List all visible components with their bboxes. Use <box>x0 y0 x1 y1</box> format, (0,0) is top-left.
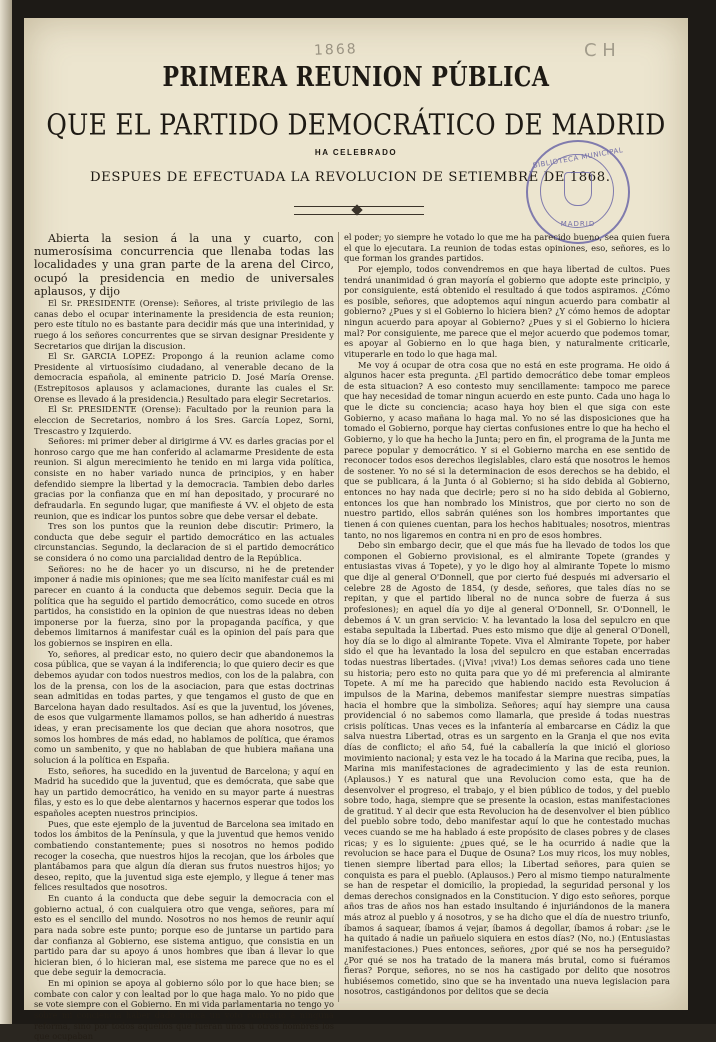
paragraph: Me voy á ocupar de otra cosa que no está en este programa. He oido á algunos hacer esta pregunta. ¿El partido democrático debe tomar empleos de esta situacion? A eso contesto muy sencillamente: tampoco me parece que hay necesidad de tomar ningun acuerdo en este punto. Cada uno haga lo que le dicte su conciencia; acaso haya hoy bien el que siga con este Gobierno, y acaso mañana lo haga mal. Yo no sé las disposiciones que ha tomado el Gobierno, porque hay ciertas confusiones entre lo que ha hecho el Gobierno, y lo que ha hecho la Junta; pero en fin, el programa de la Junta me parece popular y democrático. Y si el Gobierno marcha en ese sentido de reconocer todos esos derechos ilegislables, claro está que nosotros le hemos de sostener. Yo no sé si la determinacion de esos derechos se ha debido, el que se publicara, á la Junta ó al Gobierno; si ha sido debida al Gobierno, entonces no hay nada que decirle; pero si no ha sido debida al Gobierno, entonces los que han nombrado los Ministros, que por cierto no son de nuestro partido, ellos sabrán quiénes son los hombres importantes que tienen á con quienes cuentan, para los hechos habituales; nosotros, mientras tanto, no nos ligaremos en contra ni en pro de esos hombres. <box>344 359 670 540</box>
right-column <box>344 232 670 1012</box>
paragraph: Esto, señores, ha sucedido en la juventud de Barcelona; y aquí en Madrid ha sucedido que la juventud, que es demócrata, que sabe que hay un partido democrático, ha venido en su mayor parte á nuestras filas, y esto es lo que debe alentarnos y hacernos esperar que todos los españoles acepten nuestros principios. <box>34 765 334 819</box>
column-divider <box>338 232 339 1002</box>
library-stamp <box>526 140 630 244</box>
pencil-annotation: 1868 <box>313 41 358 59</box>
paragraph: En cuanto á la conducta que debe seguir la democracia con el gobierno actual, ó con cualquiera otro que venga, señores, para mí esto es el sencillo del mundo. Nosotros no nos hemos de reunir aquí para nada sobre este punto; porque eso de juntarse un partido para dar confianza al Gobierno, ese sistema antiguo, que consistia en un partido para dar su apoyo á unos hombres que iban á llevar lo que hicieran bien, ó lo hicieran mal, ese sistema me parece que no es el que debe seguir la democracia. <box>34 893 334 978</box>
dateline: DESPUES DE EFECTUADA LA REVOLUCION DE SETIEMBRE DE 1868. <box>90 170 611 185</box>
paragraph: En mi opinion se apoya al gobierno sólo por lo que hace bien; se combate con calor y con lealtad por lo que haga malo. Yo no pido que se vote siempre con el Gobierno. En mi vida parlamentaria no tengo yo sobre mi conciencia haber dado nunca un voto contrario á ninguna reforma, sino por todos aquellos que fueran unos ú otros hombres los que ocupaban <box>34 978 334 1042</box>
paragraph: Abierta la sesion á la una y cuarto, con numerosísima concurrencia que llenaba todas las localidades y una gran parte de la arena del Circo, ocupó la presidencia en medio de universales aplausos, y dijo <box>34 232 334 298</box>
paragraph: Yo, señores, al predicar esto, no quiero decir que abandonemos la cosa pública, que se vayan á la indiferencia; lo que quiero decir es que debemos ayudar con todos nuestros medios, con los de la palabra, con los de la prensa, con los de la asociacion, para que estas doctrinas sean admitidas en todas partes, y que tengamos el gusto de que en Barcelona hayan dado resultados. Así es que la juventud, los jóvenes, de esos que vulgarmente llamamos pollos, se han adherido á nuestras ideas, y eran precisamente los que decian que ahora nosotros, que somos los hombres de más edad, no hablamos de política, que éramos como un sambenito, y que no hablaban de que hubiera mañana una solucion á la política en España. <box>34 648 334 765</box>
subheadline: QUE EL PARTIDO DEMOCRÁTICO DE MADRID <box>46 107 666 142</box>
paragraph: El Sr. PRESIDENTE (Orense): Señores, al triste privilegio de las canas debo el ocupar interinamente la presidencia de esta reunion; pero este título no es bastante para decidir más que una interinidad, y ruego á los señores concurrentes que se sirvan designar Presidente y Secretarios que dirijan la discusion. <box>34 298 334 351</box>
kicker: HA CELEBRADO <box>314 148 398 157</box>
paragraph: El Sr. GARCIA LOPEZ: Propongo á la reunion aclame como Presidente al virtuosísimo ciudadano, al venerable decano de la democracia española, al eminente patricio D. José María Orense. (Estrepitosos aplausos y aclamaciones, durante las cuales el Sr. Orense es llevado á la presidencia.) Resultado para elegir Secretarios. <box>34 351 334 404</box>
paragraph: Señores: mi primer deber al dirigirme á VV. es darles gracias por el honroso cargo que me han conferido al aclamarme Presidente de esta reunion. Si algun merecimiento he tenido en mi larga vida política, consiste en no haber variado nunca de principios, y en haber defendido siempre la libertad y la democracia. Tambien debo darles gracias por la confianza que en mí han depositado, y procuraré no defraudarla. En segundo lugar, que manifieste á VV. el objeto de esta reunion, que es indicar los puntos sobre que debe versar el debate. <box>34 436 334 521</box>
paragraph: Por ejemplo, todos convendremos en que haya libertad de cultos. Pues tendrá unanimidad ó gran mayoría el gobierno que adopte este principio, y por consiguiente, está obtenido el resultado á que todos aspiramos. ¿Cómo es posible, señores, que adoptemos aquí ningun acuerdo para combatir al gobierno? ¿Pues y si el Gobierno lo hiciera bien? ¿Y cómo hemos de adoptar ningun acuerdo para apoyar al Gobierno? ¿Pues y si el Gobierno lo hiciera mal? Por consiguiente, me parece que el mejor acuerdo que podemos tomar, es apoyar al Gobierno en lo que haga bien, y naturalmente criticarle, vituperarle en todo lo que haga mal. <box>344 263 670 359</box>
adjacent-page-edge <box>0 0 12 1024</box>
paragraph: Señores: no he de hacer yo un discurso, ni he de pretender imponer á nadie mis opiniones; que me sea lícito manifestar cuál es mi parecer en cuanto á la conducta que debemos seguir. Decia que la política que ha seguido el partido democrático, como sucede en otros partidos, ha consistido en la opinion de que nuestras ideas no deben imponerse por la fuerza, sino por la propaganda pacífica, y que debemos limitarnos á manifestar cuál es la opinion del país para que los gobiernos se inspiren en ella. <box>34 563 334 649</box>
paragraph: Tres son los puntos que la reunion debe discutir: Primero, la conducta que debe seguir el partido democrático en las actuales circunstancias. Segundo, la declaracion de si el partido democrático se considera ó no como una parcialidad dentro de la República. <box>34 521 334 564</box>
paragraph: Pues, que este ejemplo de la juventud de Barcelona sea imitado en todos los ámbitos de la Península, y que la juventud que hemos venido combatiendo constantemente; pues si nosotros no hemos podido recoger la cosecha, que nuestros hijos la recojan, que los árboles que plantábamos para que algun día dieran sus frutos nuestros hijos; yo deseo, repito, que la juventud siga este ejemplo, y llegue á tener mas felices resultados que nosotros. <box>34 818 334 893</box>
headline: PRIMERA REUNION PÚBLICA <box>162 60 550 94</box>
ornamental-rule <box>294 206 424 215</box>
paragraph: El Sr. PRESIDENTE (Orense): Facultado por la reunion para la eleccion de Secretarios, nombro á los Sres. García Lopez, Sorni, Trescastro y Izquierdo. <box>34 404 334 436</box>
left-column <box>34 232 334 1042</box>
paragraph: Debo sin embargo decir, que el que más fue ha llevado de todos los que componen el Gobierno provisional, es el almirante Topete (grandes y entusiastas vivas á Topete), y yo le digo hoy al almirante Topete lo mismo que dije al general O'Donnell, que por cierto fué después mi adversario el celebre 28 de Agosto de 1854, (y desde, señores, que tales días no se repitan, y que el partido liberal no de nunca sobre de fuerza á sus profesiones); en aquel día yo dije al general O'Donnell, Sr. O'Donnell, le debemos á V. un gran servicio: V. ha levantado la losa del sepulcro en que estaba sepultada la Libertad. Pues esto mismo que dije al general O'Donell, hoy día se lo digo al almirante Topete. Viva el Almirante Topete, por haber sido el que ha levantado la losa del sepulcro en que estaban encerradas todas nuestras libertades. (¡Viva! ¡viva!) Los demas señores cada uno tiene su historia; pero esto no quita para que yo dé mi preferencia al almirante Topete. A mí me ha parecido que habiendo nacido esta Revolucion á impulsos de la Marina, debemos manifestar siempre nuestras simpatías hacia el hombre que la simboliza. Señores; aquí hay siempre una causa providencial ó no sabemos como llamarla, que preside á todas nuestras crisis políticas. Unas veces es la infantería al embarcarse en Cádiz la que salva nuestra Libertad, otras es un sargento en la Granja el que nos evita días de conflicto; el año 54, fué la caballería la que inició el glorioso movimiento nacional; y esta vez le ha tocado á la Marina que reciba, pues, la Marina mis manifestaciones de agradecimiento y las de esta reunion. (Aplausos.) Y es natural que una Revolucion como esta, que ha de desenvolver el progreso, el trabajo, y el bien público de todos, y del pueblo sobre todo, haga, siempre que se presente la ocasion, estas manifestaciones de gratitud. Y al decir que esta Revolucion ha de desenvolver el bien público del pueblo sobre todo, debo manifestar aquí lo que he contestado muchas veces cuando se me ha hablado á este propósito de clases pobres y de clases ricas; y es lo siguiente: ¿pues qué, se le ha ocurrido á nadie que la revolucion se hace para el Duque de Osuna? Los muy ricos, los muy nobles, tienen siempre libertad para ellos; la Libertad señores, para quien se conquista es para el pueblo. (Aplausos.) Pero al mismo tiempo naturalmente se han de respetar el domicilio, la propiedad, la seguridad personal y los demas derechos consignados en la Constitucion. Y digo esto señores, porque años tras de años nos han estado insultando é injuriándonos de la manera más atroz al pueblo y á nosotros, y se ha dicho que el día de nuestro triunfo, íbamos á saquear, íbamos á vejar, íbamos á degollar, íbamos á robar: ¿se le ha quitado á nadie un pañuelo siquiera en estos días? (No, no.) (Entusiastas manifestaciones.) Pues entonces, señores, ¿por qué se nos ha perseguido? ¿Por qué se nos ha tratado de la manera más brutal, como si fuéramos fieras? Porque, señores, no se nos ha castigado por delito que nosotros hubiésemos cometido, sino que se ha inventado una nueva legislacion para nosotros, castigándonos por delitos que se decia <box>344 540 670 997</box>
stamp-top-text: BIBLIOTECA MUNICIPAL <box>532 146 624 170</box>
stamp-bottom-text: MADRID <box>560 220 596 228</box>
newspaper-page <box>24 18 688 1042</box>
coat-of-arms-icon <box>564 172 592 206</box>
paragraph: el poder; yo siempre he votado lo que me ha parecido bueno, sea quien fuera el que lo ejecutara. La reunion de todas estas opiniones, eso, señores, es lo que forman los grandes partidos. <box>344 232 670 264</box>
pencil-annotation-right: C H <box>584 40 616 61</box>
